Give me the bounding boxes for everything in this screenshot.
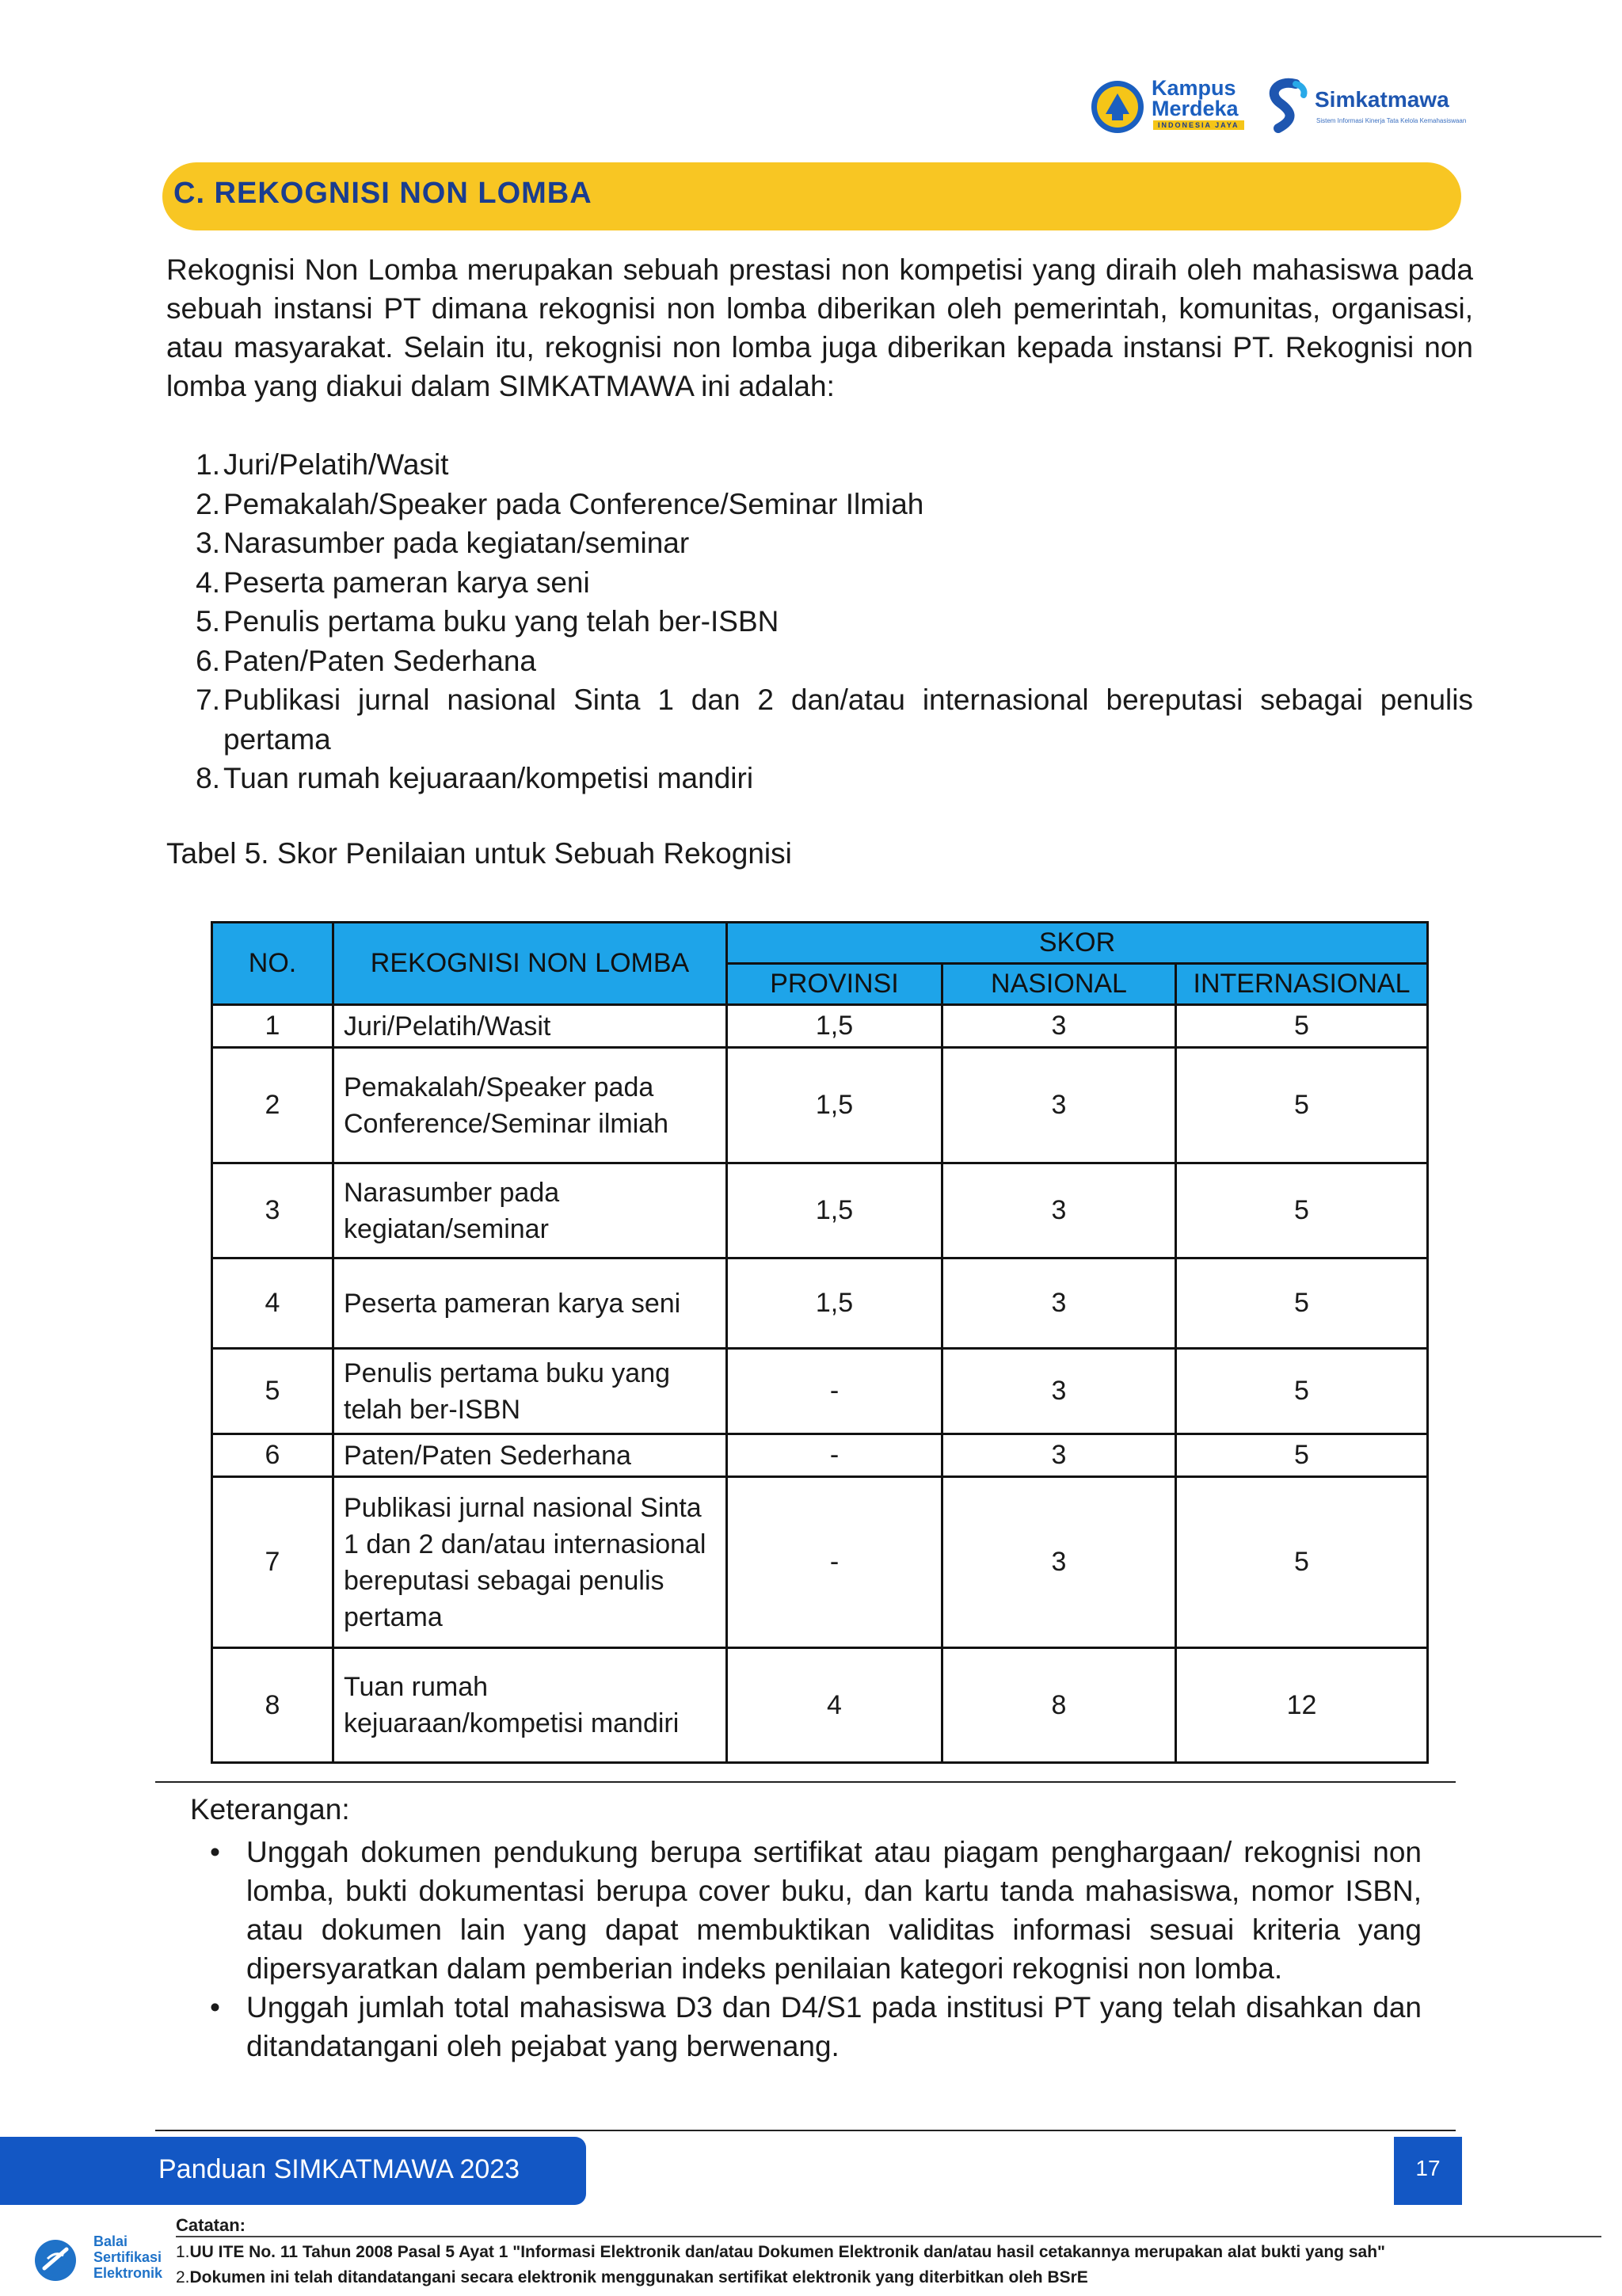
bsre-name xyxy=(93,2233,162,2281)
section-title: C. REKOGNISI NON LOMBA xyxy=(173,177,592,210)
header-internasional: INTERNASIONAL xyxy=(1176,964,1428,1005)
list-text: Peserta pameran karya seni xyxy=(223,565,590,599)
bsre-name-line: Balai xyxy=(93,2233,128,2249)
kampus-merdeka-tag: INDONESIA JAYA xyxy=(1153,120,1244,130)
table-row xyxy=(212,1258,1428,1349)
list-number: 6. xyxy=(196,644,220,677)
cell-no: 8 xyxy=(212,1648,333,1763)
cell-internasional: 5 xyxy=(1176,1048,1428,1163)
cell-name: Pemakalah/Speaker pada Conference/Seminar ilmiah xyxy=(333,1048,727,1163)
cell-nasional: 3 xyxy=(942,1005,1176,1048)
simkatmawa-logo-icon xyxy=(1261,76,1310,136)
notes-list xyxy=(210,1833,1422,2066)
list-text: Tuan rumah kejuaraan/kompetisi mandiri xyxy=(223,762,754,794)
bullet-icon: • xyxy=(210,1836,220,1868)
simkatmawa-wordmark: Simkatmawa xyxy=(1315,87,1449,112)
cell-provinsi: 4 xyxy=(727,1648,942,1763)
cell-provinsi: 1,5 xyxy=(727,1163,942,1258)
cell-internasional: 5 xyxy=(1176,1163,1428,1258)
list-number: 1. xyxy=(196,448,220,481)
cell-nasional: 3 xyxy=(942,1434,1176,1477)
kampus-merdeka-line1: Kampus xyxy=(1152,76,1236,100)
list-number: 8. xyxy=(196,762,220,794)
header-nasional: NASIONAL xyxy=(942,964,1176,1005)
header-name: REKOGNISI NON LOMBA xyxy=(333,923,727,1005)
tut-wuri-handayani-logo xyxy=(1090,79,1145,135)
list-text: Penulis pertama buku yang telah ber-ISBN xyxy=(223,605,779,638)
cell-internasional: 12 xyxy=(1176,1648,1428,1763)
cell-name: Penulis pertama buku yang telah ber-ISBN xyxy=(333,1349,727,1434)
cell-provinsi: - xyxy=(727,1434,942,1477)
bsre-logo-icon xyxy=(32,2235,87,2283)
header-logos xyxy=(1085,73,1465,144)
footer-title: Panduan SIMKATMAWA 2023 xyxy=(158,2154,520,2184)
cell-name: Tuan rumah kejuaraan/kompetisi mandiri xyxy=(333,1648,727,1763)
list-number: 3. xyxy=(196,527,220,559)
list-item xyxy=(182,642,1473,681)
list-item xyxy=(182,680,1473,759)
cell-no: 6 xyxy=(212,1434,333,1477)
cell-no: 2 xyxy=(212,1048,333,1163)
header-no: NO. xyxy=(212,923,333,1005)
bsre-name-line: Elektronik xyxy=(93,2265,163,2281)
section-banner xyxy=(162,162,1461,230)
cell-name: Juri/Pelatih/Wasit xyxy=(333,1005,727,1048)
cell-nasional: 8 xyxy=(942,1648,1176,1763)
notes-title: Keterangan: xyxy=(190,1793,350,1826)
list-item xyxy=(176,2240,1385,2265)
cell-internasional: 5 xyxy=(1176,1349,1428,1434)
cell-nasional: 3 xyxy=(942,1163,1176,1258)
cell-nasional: 3 xyxy=(942,1048,1176,1163)
list-item xyxy=(176,2265,1385,2290)
cell-no: 3 xyxy=(212,1163,333,1258)
cell-internasional: 5 xyxy=(1176,1258,1428,1349)
cell-name: Paten/Paten Sederhana xyxy=(333,1434,727,1477)
page-number-box xyxy=(1394,2137,1462,2205)
cell-nasional: 3 xyxy=(942,1349,1176,1434)
kampus-merdeka-line2: Merdeka xyxy=(1152,97,1239,120)
cell-no: 7 xyxy=(212,1477,333,1648)
page-number: 17 xyxy=(1415,2156,1441,2180)
catatan-text: UU ITE No. 11 Tahun 2008 Pasal 5 Ayat 1 "Informasi Elektronik dan/atau Dokumen Elektronik dan/atau hasil cetakannya merupakan alat bukti yang sah" xyxy=(189,2243,1385,2261)
bsre-name-line: Sertifikasi xyxy=(93,2249,162,2265)
cell-name: Narasumber pada kegiatan/seminar xyxy=(333,1163,727,1258)
score-table xyxy=(211,921,1429,1764)
cell-name: Peserta pameran karya seni xyxy=(333,1258,727,1349)
cell-provinsi: 1,5 xyxy=(727,1005,942,1048)
intro-paragraph: Rekognisi Non Lomba merupakan sebuah prestasi non kompetisi yang diraih oleh mahasiswa pada sebuah instansi PT dimana rekognisi non lomba diberikan oleh pemerintah, komunitas, organisasi, atau masyarakat. Selain itu, rekognisi non lomba juga diberikan kepada instansi PT. Rekognisi non lomba yang diakui dalam SIMKATMAWA ini adalah: xyxy=(166,253,1473,402)
cell-internasional: 5 xyxy=(1176,1005,1428,1048)
bullet-icon: • xyxy=(210,1991,220,2024)
divider xyxy=(155,1781,1456,1783)
catatan-label: Catatan: xyxy=(176,2215,246,2235)
list-number: 7. xyxy=(196,683,220,716)
list-text: Paten/Paten Sederhana xyxy=(223,644,536,677)
cell-name: Publikasi jurnal nasional Sinta 1 dan 2 dan/atau internasional bereputasi sebagai penulis pertama xyxy=(333,1477,727,1648)
list-number: 5. xyxy=(196,605,220,638)
cell-provinsi: - xyxy=(727,1477,942,1648)
catatan-number: 2. xyxy=(176,2268,190,2286)
cell-no: 1 xyxy=(212,1005,333,1048)
table-row xyxy=(212,1163,1428,1258)
list-item xyxy=(182,602,1473,642)
list-item xyxy=(182,485,1473,524)
cell-nasional: 3 xyxy=(942,1258,1176,1349)
table-caption: Tabel 5. Skor Penilaian untuk Sebuah Rekognisi xyxy=(166,837,792,870)
list-item xyxy=(210,1833,1422,1988)
note-text: Unggah dokumen pendukung berupa sertifikat atau piagam penghargaan/ rekognisi non lomba, bukti dokumentasi berupa cover buku, dan kartu tanda mahasiswa, nomor ISBN, atau dokumen lain yang dapat membuktikan validitas informasi sesuai kriteria yang dipersyaratkan dalam pemberian indeks penilaian kategori rekognisi non lomba. xyxy=(246,1836,1422,1985)
cell-internasional: 5 xyxy=(1176,1477,1428,1648)
list-item xyxy=(210,1988,1422,2066)
list-text: Juri/Pelatih/Wasit xyxy=(223,448,449,481)
divider xyxy=(155,2130,1456,2131)
catatan-list xyxy=(176,2240,1385,2290)
list-text: Narasumber pada kegiatan/seminar xyxy=(223,527,690,559)
catatan-text: Dokumen ini telah ditandatangani secara elektronik menggunakan sertifikat elektronik yang diterbitkan oleh BSrE xyxy=(189,2268,1088,2286)
cell-nasional: 3 xyxy=(942,1477,1176,1648)
list-number: 2. xyxy=(196,487,220,520)
cell-internasional: 5 xyxy=(1176,1434,1428,1477)
header-provinsi: PROVINSI xyxy=(727,964,942,1005)
kampus-merdeka-wordmark xyxy=(1152,78,1239,119)
list-text: Pemakalah/Speaker pada Conference/Seminar Ilmiah xyxy=(223,487,924,520)
cell-no: 5 xyxy=(212,1349,333,1434)
table-row xyxy=(212,1434,1428,1477)
simkatmawa-tagline: Sistem Informasi Kinerja Tata Kelola Kemahasiswaan xyxy=(1316,117,1467,124)
divider xyxy=(176,2236,1601,2237)
table-row xyxy=(212,1005,1428,1048)
table-row xyxy=(212,1477,1428,1648)
catatan-number: 1. xyxy=(176,2243,190,2261)
list-item xyxy=(182,524,1473,563)
cell-provinsi: 1,5 xyxy=(727,1258,942,1349)
cell-no: 4 xyxy=(212,1258,333,1349)
cell-provinsi: - xyxy=(727,1349,942,1434)
cell-provinsi: 1,5 xyxy=(727,1048,942,1163)
footer-bar xyxy=(0,2137,586,2205)
table-row xyxy=(212,1349,1428,1434)
list-text: Publikasi jurnal nasional Sinta 1 dan 2 dan/atau internasional bereputasi sebagai penulis pertama xyxy=(223,683,1473,756)
table-row xyxy=(212,1048,1428,1163)
recognition-list xyxy=(182,445,1473,798)
list-number: 4. xyxy=(196,565,220,599)
note-text: Unggah jumlah total mahasiswa D3 dan D4/S1 pada institusi PT yang telah disahkan dan ditandatangani oleh pejabat yang berwenang. xyxy=(246,1991,1422,2062)
list-item xyxy=(182,759,1473,798)
list-item xyxy=(182,445,1473,485)
header-skor: SKOR xyxy=(727,923,1428,964)
list-item xyxy=(182,563,1473,603)
table-row xyxy=(212,1648,1428,1763)
